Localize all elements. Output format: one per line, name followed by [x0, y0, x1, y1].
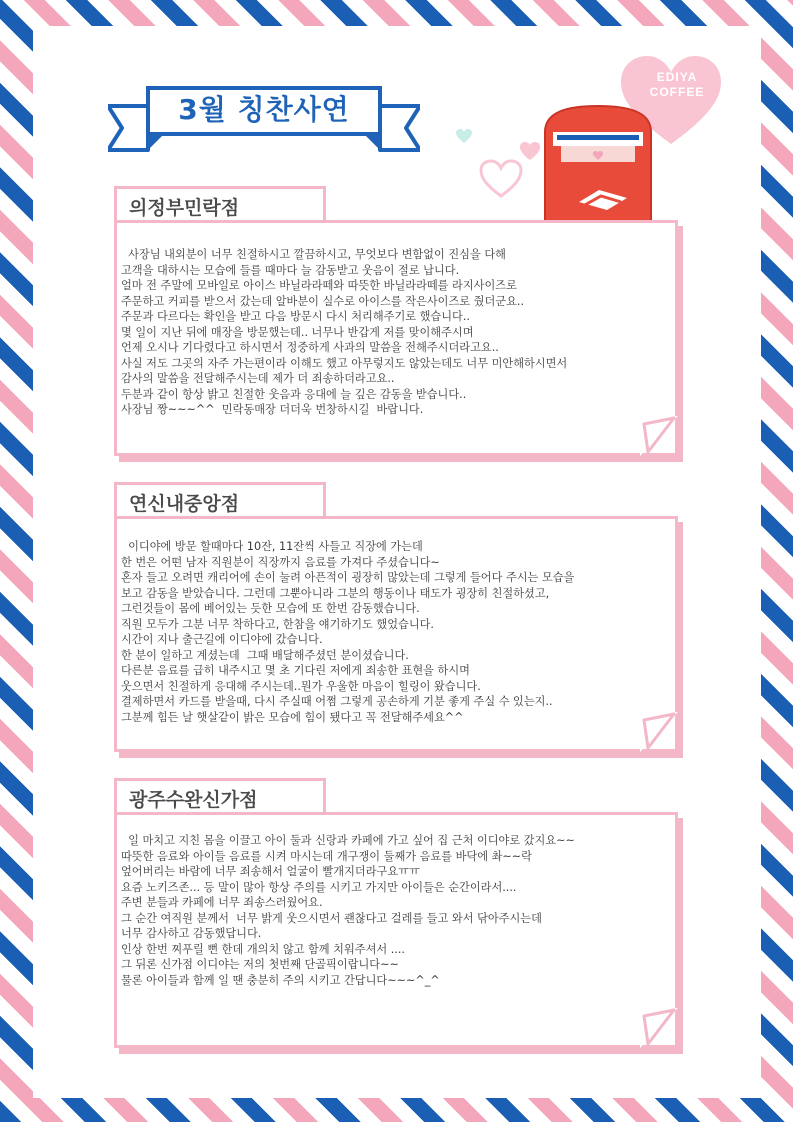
text-line: 그 순간 여직원 분께서 너무 밝게 웃으시면서 괜찮다고 걸레를 들고 와서 닦아주시는데	[121, 911, 542, 925]
text-line: 주문과 다르다는 확인을 받고 다음 방문시 다시 처리해주기로 했습니다..	[121, 310, 470, 323]
comment-card	[114, 516, 678, 752]
page-curl-icon	[640, 1008, 678, 1048]
section-yeonsinnae	[114, 482, 686, 758]
section-uijeongbu	[114, 186, 686, 462]
text-line: 두분과 같이 항상 밝고 친절한 웃음과 응대에 늘 깊은 감동을 받습니다..	[121, 387, 467, 401]
text-line: 언제 오시나 기다렸다고 하시면서 정중하게 사과의 말씀을 전해주시더라고요..	[121, 341, 499, 354]
text-line: 혼자 들고 오려면 캐리어에 손이 눌려 아픈적이 굉장히 많았는데 그렇게 들어다 주시는 모습을	[121, 571, 575, 584]
section-gwangju	[114, 778, 686, 1054]
store-tab: 광주수완신가점	[114, 778, 326, 812]
text-line: 시간이 지나 출근길에 이디야에 갔습니다.	[121, 633, 323, 646]
text-line: 보고 감동을 받았습니다. 그런데 그뿐아니라 그분의 행동이나 태도가 굉장히 친절하셨고,	[121, 586, 550, 600]
text-line: 한 분이 일하고 계셨는데 그때 배달해주셨던 분이셨습니다.	[121, 648, 409, 662]
text-line: 엎어버리는 바람에 너무 죄송해서 얼굴이 빨개지더라구요ㅠㅠ	[121, 865, 420, 878]
text-line: 사실 저도 그곳의 자주 가는편이라 이해도 했고 아무렇지도 않았는데도 너무 미안해하시면서	[121, 356, 568, 370]
text-line: 사장님 내외분이 너무 친절하시고 깔끔하시고, 무엇보다 변함없이 진심을 다해	[121, 248, 506, 261]
text-line: 그분께 힘든 날 햇살같이 밝은 모습에 힘이 됐다고 꼭 전달해주세요^^	[121, 710, 464, 724]
text-line: 사장님 짱~~~^^ 민락동매장 더더욱 번창하시길 바랍니다.	[121, 403, 424, 416]
store-tab: 의정부민락점	[114, 186, 326, 220]
text-line: 일 마치고 지친 몸을 이끌고 아이 둘과 신랑과 카페에 가고 싶어 집 근처 이디야로 갔지요~~	[121, 834, 575, 847]
text-line: 다른분 음료를 급히 내주시고 몇 초 기다린 저에게 죄송한 표현을 하시며	[121, 664, 470, 677]
title-banner	[108, 86, 420, 156]
text-line: 얼마 전 주말에 모바일로 아이스 바닐라라떼와 따뜻한 바닐라라떼를 라지사이즈로	[121, 279, 517, 292]
text-line: 직원 모두가 그분 너무 착하다고, 한참을 얘기하기도 했었습니다.	[121, 617, 434, 631]
text-line: 감사의 말씀을 전달해주시는데 제가 더 죄송하더라고요..	[121, 372, 395, 385]
text-line: 몇 일이 지난 뒤에 매장을 방문했는데.. 너무나 반갑게 저를 맞이해주시며	[121, 325, 474, 339]
comment-text	[121, 539, 681, 725]
text-line: 요즘 노키즈존... 등 말이 많아 항상 주의를 시키고 가지만 아이들은 순간이라서....	[121, 880, 517, 894]
comment-text	[121, 247, 681, 418]
text-line: 한 번은 어떤 남자 직원분이 직장까지 음료를 가져다 주셨습니다~	[121, 555, 440, 569]
page-curl-icon	[640, 712, 678, 752]
page-title: 3월 칭찬사연	[178, 93, 350, 126]
logo-line-1: EDIYA	[656, 70, 698, 84]
store-tab: 연신내중앙점	[114, 482, 326, 516]
text-line: 그런것들이 몸에 베어있는 듯한 모습에 또 한번 감동했습니다.	[121, 602, 420, 615]
text-line: 주문하고 커피를 받으서 갔는데 알바분이 실수로 아이스를 작은사이즈로 줬더군요..	[121, 294, 525, 308]
text-line: 인상 한번 찌푸릴 뻔 한데 개의치 않고 함께 치워주셔서 ....	[121, 942, 405, 956]
comment-card	[114, 812, 678, 1048]
logo-line-2: COFFEE	[649, 85, 705, 99]
text-line: 고객을 대하시는 모습에 들를 때마다 늘 감동받고 웃음이 절로 납니다.	[121, 263, 460, 277]
text-line: 따뜻한 음료와 아이들 음료를 시켜 마시는데 개구쟁이 둘째가 음료를 바닥에 촤~~락	[121, 849, 532, 863]
ediya-logo-text	[631, 70, 723, 100]
page-curl-icon	[640, 416, 678, 456]
comment-text	[121, 833, 681, 988]
text-line: 물론 아이들과 함께 일 땐 충분히 주의 시키고 간답니다~~~^_^	[121, 973, 440, 987]
text-line: 이디야에 방문 할때마다 10잔, 11잔씩 사들고 직장에 가는데	[121, 540, 423, 553]
mint-heart-icon	[455, 128, 473, 144]
text-line: 결제하면서 카드를 받을때, 다시 주실때 어쩜 그렇게 공손하게 기분 좋게 주실 수 있는지..	[121, 695, 553, 708]
text-line: 주변 분들과 카페에 너무 죄송스러웠어요.	[121, 896, 323, 909]
text-line: 웃으면서 친절하게 응대해 주시는데..뭔가 우울한 마음이 힐링이 왔습니다.	[121, 679, 481, 693]
comment-card	[114, 220, 678, 456]
text-line: 그 뒤론 신가점 이디야는 저의 첫번째 단골픽이랍니다~~	[121, 958, 399, 971]
text-line: 너무 감사하고 감동했답니다.	[121, 927, 262, 940]
small-heart-icon	[518, 140, 542, 162]
